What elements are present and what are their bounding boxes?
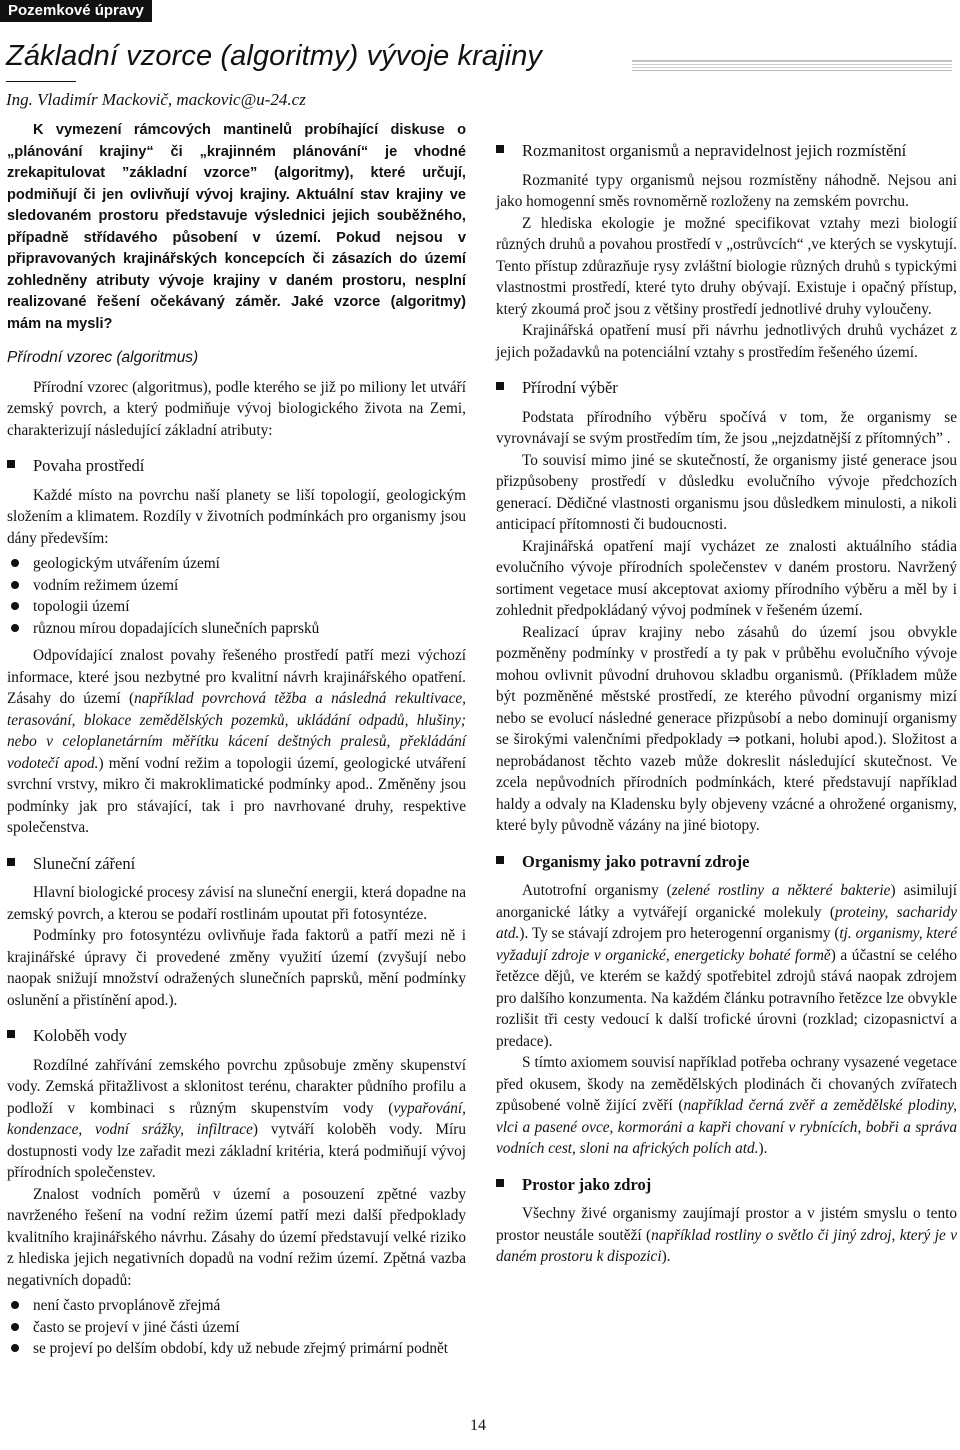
paragraph: Realizací úprav krajiny nebo zásahů do území jsou obvykle pozměněny podmínky v prostředí a ty pak v průběhu evolučního vývoje mohou ovlivnit původní druhovou skladbu organismů. (Příkladem může být pozměněné městské prostředí, ze kterého původní organismy mizí nebo se evolucí následné generace přizpůsobí a nebo dominují organismy se širokými valenčními předpoklady ⇒ potkani, holubi apod.). Složitost a neprobádanost těchto vazeb může dokreslit následující skutečnost. Ve zcela nepůvodních přírodních podmínkách, které představují například haldy a odvaly na Kladensku byly objeveny vzácné a ohrožené organismy, které byly původně vázány na jiné biotopy. xyxy=(496,623,957,834)
title-decorative-rule xyxy=(632,60,952,71)
square-bullet-icon xyxy=(496,856,504,864)
page-number: 14 xyxy=(470,1417,486,1434)
list-item xyxy=(33,575,466,597)
intro-paragraph: K vymezení rámcových mantinelů probíhající diskuse o „plánování krajiny“ či „krajinném plánování“ je vhodné zrekapitulovat ”základní vzorce” (algoritmy), které určují, podmiňují či jen ovlivňují vývoj krajiny. Aktuální stav krajiny ve sledovaném prostoru představuje výslednici jejich souběžného, případně střídavého působení v území. Pokud nejsou v připravovaných krajinářských koncepcích či zásazích do území zohledněny atributy vývoje krajiny v daném prostoru, nesplní realizované řešení očekávaný záměr. Jaké vzorce (algoritmy) mám na mysli? xyxy=(7,122,466,332)
bullet-list xyxy=(7,1295,466,1360)
heading-prirodni-vyber xyxy=(496,377,957,399)
bullet-dot-icon xyxy=(11,559,19,567)
square-bullet-icon xyxy=(7,460,15,468)
bullet-dot-icon xyxy=(11,1323,19,1331)
list-item xyxy=(33,618,466,640)
list-item-text: často se projeví v jiné části území xyxy=(33,1318,240,1336)
heading-text: Koloběh vody xyxy=(33,1026,127,1045)
heading-prirodni-vzorec: Přírodní vzorec (algoritmus) xyxy=(7,349,199,366)
bullet-dot-icon xyxy=(11,581,19,589)
paragraph: Každé místo na povrchu naší planety se liší topologií, geologickým složením a klimatem. Rozdíly v životních podmínkách pro organismy jsou dány především: xyxy=(7,486,466,547)
left-column xyxy=(7,120,466,1366)
paragraph: Hlavní biologické procesy závisí na sluneční energii, která dopadne na zemský povrch, a kterou se podaří rostlinám upoutat při fotosyntéze. xyxy=(7,884,466,923)
heading-povaha xyxy=(7,455,466,477)
heading-text: Organismy jako potravní zdroje xyxy=(522,851,750,871)
author-rule xyxy=(6,81,76,82)
heading-slunecni-zareni xyxy=(7,853,466,875)
heading-text: Sluneční záření xyxy=(33,853,136,873)
heading-rozmanitost xyxy=(496,140,957,162)
section-label: Pozemkové úpravy xyxy=(0,0,152,22)
paragraph: Podstata přírodního výběru spočívá v tom, že organismy se vyrovnávají se svým prostředím tím, že jsou „nejzdatnější z přítomných” . xyxy=(496,408,957,447)
heading-kolobeh-vody xyxy=(7,1025,466,1047)
heading-potravni-zdroje xyxy=(496,851,957,873)
bullet-dot-icon xyxy=(11,1344,19,1352)
page-title: Základní vzorce (algoritmy) vývoje krajiny xyxy=(6,40,543,72)
square-bullet-icon xyxy=(496,1179,504,1187)
list-item xyxy=(33,553,466,575)
paragraph: Krajinářská opatření mají vycházet ze znalosti aktuálního stádia evolučního vývoje přírodních společenstev v daném prostoru. Navržený sortiment vegetace musí akceptovat axiomy přírodního výběru a měl by i zohlednit předpokládaný vývoj podmínek v řešeném území. xyxy=(496,537,957,619)
list-item-text: různou mírou dopadajících slunečních paprsků xyxy=(33,619,320,637)
author-line: Ing. Vladimír Mackovič, mackovic@u-24.cz xyxy=(6,90,306,109)
square-bullet-icon xyxy=(7,858,15,866)
list-item-text: vodním režimem území xyxy=(33,576,179,594)
list-item xyxy=(33,1295,466,1317)
square-bullet-icon xyxy=(496,382,504,390)
list-item-text: geologickým utvářením území xyxy=(33,555,220,572)
square-bullet-icon xyxy=(496,145,504,153)
paragraph: Odpovídající znalost povahy řešeného prostředí patří mezi výchozí informace, které jsou nezbytné pro kvalitní návrh krajinářského opatření. Zásahy do území (například povrchová těžba a následná rekultivace, terasování, blokace zemědělských pozemků, ukládání odpadů, hlušiny; nebo v celoplanetárním měřítku kácení deštných pralesů, překládání vodotečí apod.) mění vodní režim a topologii území, geologické utváření svrchní vrstvy, mikro či makroklimatické podmínky apod.. Změněny jsou podmínky jak pro stávající, tak i pro navrhované druhy, respektive společenstva. xyxy=(7,647,466,836)
paragraph: Znalost vodních poměrů v území a posouzení zpětné vazby navrženého řešení na vodní režim území patří mezi další předpoklady kvalitního krajinářského návrhu. Zásahy do území představují velké riziko z hlediska jejich negativních dopadů na vodní režim území. Zpětná vazba negativních dopadů: xyxy=(7,1185,466,1289)
bullet-list xyxy=(7,553,466,639)
paragraph: Z hlediska ekologie je možné specifikovat vztahy mezi biologií různých druhů a povahou prostředí v „ostrůvcích“ ,ve kterých se vyskytují. Tento přístup zdůrazňuje rysy zvláštní biologie různých druhů s typickými vlastnostmi prostředí, které tyto druhy obývají. Existuje i opačný přístup, který zkoumá proč jsou z většiny prostředí jednotlivé druhy vyloučeny. xyxy=(496,214,957,318)
paragraph: Rozmanité typy organismů nejsou rozmístěny náhodně. Nejsou ani jako homogenní směs rovnoměrně rozloženy na zemském povrchu. xyxy=(496,171,957,210)
bullet-dot-icon xyxy=(11,1301,19,1309)
list-item-text: topologii území xyxy=(33,598,130,615)
paragraph: Krajinářská opatření musí při návrhu jednotlivých druhů vycházet z jejich požadavků na potenciální vztahy s prostředím řešeného území. xyxy=(496,322,957,361)
paragraph: Autotrofní organismy (zelené rostliny a některé bakterie) asimilují anorganické látky a vytvářejí organické molekuly (proteiny, sacharidy atd.). Ty se stávají zdrojem pro heterogenní organismy (tj. organismy, které vyžadují zdroje v organické, energeticky bohaté formě) a účastní se celého řetězce dějů, ve kterém se každý spotřebitel zdrojů stává naopak zdrojem pro dalšího konzumenta. Na každém článku potravního řetězce lze obvykle rozlišit tři cesty vedoucí k další trofické úrovni (rozklad; cizopasnictví a predace). xyxy=(496,882,957,1050)
heading-prostor xyxy=(496,1174,957,1196)
paragraph: S tímto axiomem souvisí například potřeba ochrany vysazené vegetace před okusem, škody na zemědělských plodinách či chovaných zvířatech způsobené volně žijící zvěří (například černá zvěř a zemědělské plodiny, vlci a pasené ovce, kormoráni a kapři chovaní v rybnících, bobři a správa vodních cest, sloni na afrických polích atd.). xyxy=(496,1054,957,1157)
heading-text: Rozmanitost organismů a nepravidelnost jejich rozmístění xyxy=(522,141,907,160)
bullet-dot-icon xyxy=(11,624,19,632)
heading-text: Prostor jako zdroj xyxy=(522,1174,652,1194)
list-item-text: není často prvoplánově zřejmá xyxy=(33,1297,221,1314)
list-item xyxy=(33,1317,466,1339)
heading-text: Přírodní výběr xyxy=(522,378,618,397)
square-bullet-icon xyxy=(7,1030,15,1038)
paragraph: Rozdílné zahřívání zemského povrchu způsobuje změny skupenství vody. Zemská přitažlivost a sklonitost terénu, charakter půdního profilu a podloží v kombinaci s různým skupenstvím vody (vypařování, kondenzace, vodní srážky, infiltrace) vytváří koloběh vody. Míru dostupnosti vody lze zařadit mezi základní kritéria, která podmiňují vývoj přírodních společenstev. xyxy=(7,1056,467,1181)
paragraph: Přírodní vzorec (algoritmus), podle kterého se již po miliony let utváří zemský povrch, a který podmiňuje vývoj biologického života na Zemi, charakterizují následující základní atributy: xyxy=(7,378,466,439)
list-item xyxy=(33,1338,466,1360)
list-item xyxy=(33,596,466,618)
paragraph: To souvisí mimo jiné se skutečností, že organismy jisté generace jsou přizpůsobeny prostředí v důsledku evolučního vývoje předchozích generací. Dědičné vlastnosti organismu jsou důsledkem minulosti, a nikoli anticipací přítomnosti či budoucnosti. xyxy=(496,451,957,533)
paragraph: Všechny živé organismy zaujímají prostor a v jistém smyslu o tento prostor neustále soutěží (například rostliny o světlo či jiný zdroj, který je v daném prostoru k dispozici). xyxy=(496,1205,957,1265)
list-item-text: se projeví po delším období, kdy už nebude zřejmý primární podnět xyxy=(33,1340,449,1357)
paragraph: Podmínky pro fotosyntézu ovlivňuje řada faktorů a patří mezi ně i krajinářské úpravy či provedené změny využití území (zvyšují nebo naopak snižují množství odražených slunečních paprsků, mění podmínky oslunění a přistínění apod.). xyxy=(7,927,466,1009)
heading-text: Povaha prostředí xyxy=(33,456,145,475)
right-column xyxy=(496,140,957,1268)
bullet-dot-icon xyxy=(11,602,19,610)
